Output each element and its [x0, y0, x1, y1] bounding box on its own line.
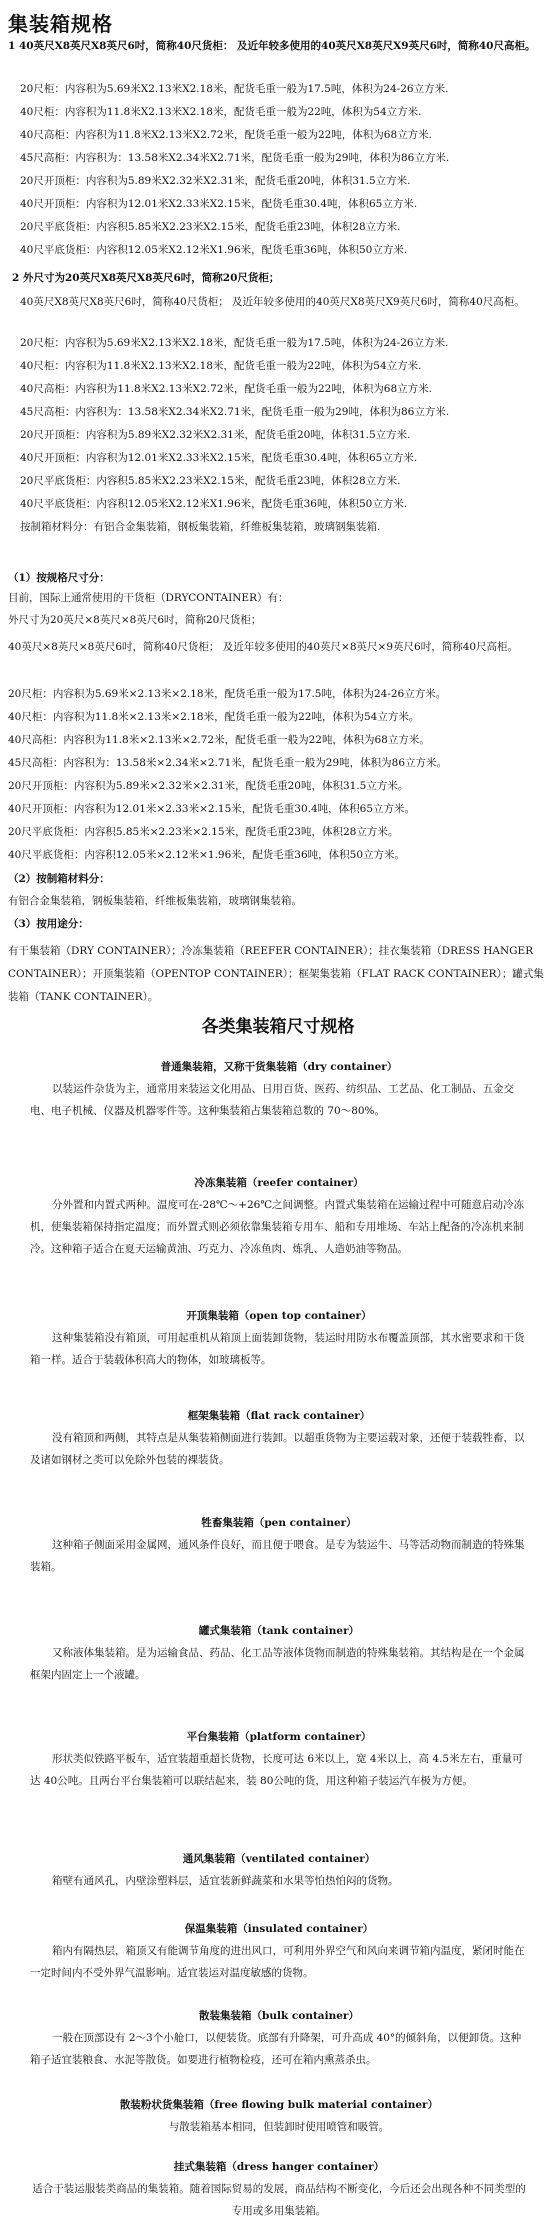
type-desc: 适合于装运服装类商品的集装箱。随着国际贸易的发展，商品结构不断变化，今后还会出现各种不同类型的专用或多用集装箱。 [32, 2183, 526, 2217]
type-desc: 分外置和内置式两种。温度可在-28℃～+26℃之间调整。内置式集装箱在运输过程中可随意启动冷冻机，使集装箱保持指定温度；而外置式则必须依靠集装箱专用车、船和专用堆场、车站上配备的冷冻机来制冷。这种箱子适合在夏天运输黄油、巧克力、冷冻鱼肉、炼乳、人造奶油等物品。 [30, 1199, 525, 1255]
type-desc: 箱内有隔热层，箱顶又有能调节角度的进出风口，可利用外界空气和风向来调节箱内温度，紧闭时能在一定时间内不受外界气温影响。适宜装运对温度敏感的货物。 [30, 1945, 525, 1979]
section3-use: 有干集装箱（DRY CONTAINER）；冷冻集装箱（REEFER CONTAINER）；挂衣集装箱（DRESS HANGER CONTAINER）；开顶集装箱（OPENTOP CONTAINER）；框架集装箱（FLAT RACK CONTAINER）；罐式集装箱（TANK CONTAINER）。 [8, 945, 544, 1003]
section2-row: 40尺平底货柜：内容积12.05米X2.12米X1.96米，配货毛重36吨，体积50立方米. [20, 498, 408, 510]
section3-heading: （1）按规格尺寸分： [8, 572, 110, 584]
section1-row: 40尺柜：内容积为11.8米X2.13米X2.18米，配货毛重一般为22吨，体积为54立方米. [20, 106, 422, 118]
section3-row: 45尺高柜：内容积为：13.58米×2.34米×2.71米，配货毛重一般为29吨，体积为86立方米。 [8, 757, 447, 769]
type-name: 散装集装箱（bulk container） [199, 2010, 359, 2022]
type-name: 冷冻集装箱（reefer container） [194, 1177, 364, 1189]
type-name: 牲畜集装箱（pen container） [201, 1517, 357, 1529]
type-desc: 又称液体集装箱。是为运输食品、药品、化工品等液体货物而制造的特殊集装箱。其结构是在一个金属框架内固定上一个液罐。 [30, 1647, 525, 1681]
type-name: 罐式集装箱（tank container） [198, 1625, 360, 1637]
section1-row: 20尺柜：内容积为5.69米X2.13米X2.18米，配货毛重一般为17.5吨，体积为24-26立方米. [20, 83, 449, 95]
section1-row: 40尺高柜：内容积为11.8米X2.13米X2.72米，配货毛重一般为22吨，体积为68立方米. [20, 129, 433, 141]
section3-intro: 目前，国际上通常使用的干货柜（DRYCONTAINER）有： [8, 592, 289, 604]
section3-intro: 外尺寸为20英尺×8英尺×8英尺6吋，简称20尺货柜； [8, 614, 262, 626]
section3-use-heading: （3）按用途分： [8, 918, 89, 930]
type-name: 散装粉状货集装箱（free flowing bulk material container） [119, 2099, 439, 2111]
section2-heading: 2 外尺寸为20英尺X8英尺X8英尺6吋，简称20尺货柜； [12, 272, 280, 284]
section2-row: 40尺高柜：内容积为11.8米X2.13米X2.72米，配货毛重一般为22吨，体积为68立方米. [20, 383, 433, 395]
type-desc: 一般在顶部设有 2～3个小舱口，以便装货。底部有升降架，可升高成 40°的倾斜角，以便卸货。这种箱子适宜装粮食、水泥等散货。如要进行植物检疫，还可在箱内熏蒸杀虫。 [30, 2032, 522, 2066]
section3-intro: 40英尺×8英尺×8英尺6吋，简称40尺货柜； 及近年较多使用的40英尺×8英尺×9英尺6吋，简称40尺高柜。 [8, 641, 519, 653]
type-name: 开顶集装箱（open top container） [186, 1310, 372, 1322]
section1-row: 45尺高柜：内容积为：13.58米X2.34米X2.71米，配货毛重一般为29吨，体积为86立方米. [20, 152, 450, 164]
type-desc: 以装运件杂货为主，通常用来装运文化用品、日用百货、医药、纺织品、工艺品、化工制品、五金交电、电子机械、仪器及机器零件等。这种集装箱占集装箱总数的 70～80%。 [30, 1083, 514, 1117]
section2-intro: 40英尺X8英尺X8英尺6吋，简称40尺货柜； 及近年较多使用的40英尺X8英尺X9英尺6吋，简称40尺高柜。 [20, 296, 525, 308]
section1-row: 20尺开顶柜：内容积为5.89米X2.32米X2.31米，配货毛重20吨，体积31.5立方米. [20, 175, 411, 187]
type-desc: 箱壁有通风孔，内壁涂塑料层，适宜装新鲜蔬菜和水果等怕热怕闷的货物。 [52, 1875, 399, 1887]
type-name: 通风集装箱（ventilated container） [182, 1853, 376, 1865]
section1-row: 40尺开顶柜：内容积为12.01米X2.33米X2.15米，配货毛重30.4吨，体积65立方米. [20, 198, 418, 210]
type-desc: 这种箱子侧面采用金属网，通风条件良好，而且便于喂食。是专为装运牛、马等活动物而制造的特殊集装箱。 [30, 1539, 525, 1573]
section2-row: 45尺高柜：内容积为：13.58米X2.34米X2.71米，配货毛重一般为29吨，体积为86立方米. [20, 406, 450, 418]
section3-row: 40尺高柜：内容积为11.8米×2.13米×2.72米，配货毛重一般为22吨，体积为68立方米。 [8, 734, 430, 746]
section3-row: 20尺柜：内容积为5.69米×2.13米×2.18米，配货毛重一般为17.5吨，体积为24-26立方米。 [8, 688, 447, 700]
doc-title: 集装箱规格 [8, 12, 113, 36]
section2-row: 20尺平底货柜：内容积5.85米X2.23米X2.15米，配货毛重23吨，体积28立方米. [20, 475, 401, 487]
type-name: 平台集装箱（platform container） [186, 1731, 372, 1743]
type-desc: 这种集装箱没有箱顶，可用起重机从箱顶上面装卸货物，装运时用防水布覆盖顶部，其水密要求和干货箱一样。适合于装载体积高大的物体，如玻璃板等。 [30, 1332, 525, 1366]
section3-row: 40尺柜：内容积为11.8米×2.13米×2.18米，配货毛重一般为22吨，体积为54立方米。 [8, 711, 420, 723]
section1-row: 20尺平底货柜：内容积5.85米X2.23米X2.15米，配货毛重23吨，体积28立方米. [20, 221, 401, 233]
section3-material: 有铝合金集装箱，钢板集装箱，纤维板集装箱，玻璃钢集装箱。 [8, 895, 302, 907]
section1-row: 40尺平底货柜：内容积12.05米X2.12米X1.96米，配货毛重36吨，体积50立方米. [20, 244, 408, 256]
type-desc: 形状类似铁路平板车，适宜装超重超长货物，长度可达 6米以上，宽 4米以上，高 4.5米左右，重量可达 40公吨。且两台平台集装箱可以联结起来，装 80公吨的货，用这种箱子装运汽车极为方便。 [30, 1753, 523, 1787]
section2-row: 20尺柜：内容积为5.69米X2.13米X2.18米，配货毛重一般为17.5吨，体积为24-26立方米. [20, 337, 449, 349]
section3-row: 40尺开顶柜：内容积为12.01米×2.33米×2.15米，配货毛重30.4吨，体积65立方米。 [8, 803, 416, 815]
section3-row: 20尺平底货柜：内容积5.85米×2.23米×2.15米，配货毛重23吨，体积28立方米。 [8, 826, 399, 838]
type-name: 保温集装箱（insulated container） [184, 1923, 374, 1935]
type-desc: 没有箱顶和两侧，其特点是从集装箱侧面进行装卸。以超重货物为主要运载对象，还便于装载牲畜，以及诸如钢材之类可以免除外包装的裸装货。 [30, 1432, 525, 1466]
type-desc: 与散装箱基本相同，但装卸时使用喷管和吸管。 [168, 2121, 390, 2133]
section2-row: 20尺开顶柜：内容积为5.89米X2.32米X2.31米，配货毛重20吨，体积31.5立方米. [20, 429, 411, 441]
section3-row: 40尺平底货柜：内容积12.05米×2.12米×1.96米，配货毛重36吨，体积50立方米。 [8, 849, 405, 861]
type-name: 框架集装箱（flat rack container） [187, 1410, 371, 1422]
section3-material-heading: （2）按制箱材料分： [8, 873, 110, 885]
type-name: 普通集装箱，又称干货集装箱（dry container） [160, 1061, 398, 1073]
type-name: 挂式集装箱（dress hanger container） [173, 2161, 385, 2173]
section3-row: 20尺开顶柜：内容积为5.89米×2.32米×2.31米，配货毛重20吨，体积31.5立方米。 [8, 780, 409, 792]
section2-row: 40尺开顶柜：内容积为12.01米X2.33米X2.15米，配货毛重30.4吨，体积65立方米. [20, 452, 418, 464]
section2-material: 按制箱材料分：有铝合金集装箱，钢板集装箱，纤维板集装箱，玻璃钢集装箱. [20, 521, 381, 533]
types-title: 各类集装箱尺寸规格 [201, 1017, 355, 1037]
section2-row: 40尺柜：内容积为11.8米X2.13米X2.18米，配货毛重一般为22吨，体积为54立方米. [20, 360, 422, 372]
section1-heading: 1 40英尺X8英尺X8英尺6吋，简称40尺货柜： 及近年较多使用的40英尺X8英尺X9英尺6吋，简称40尺高柜。 [8, 40, 536, 52]
